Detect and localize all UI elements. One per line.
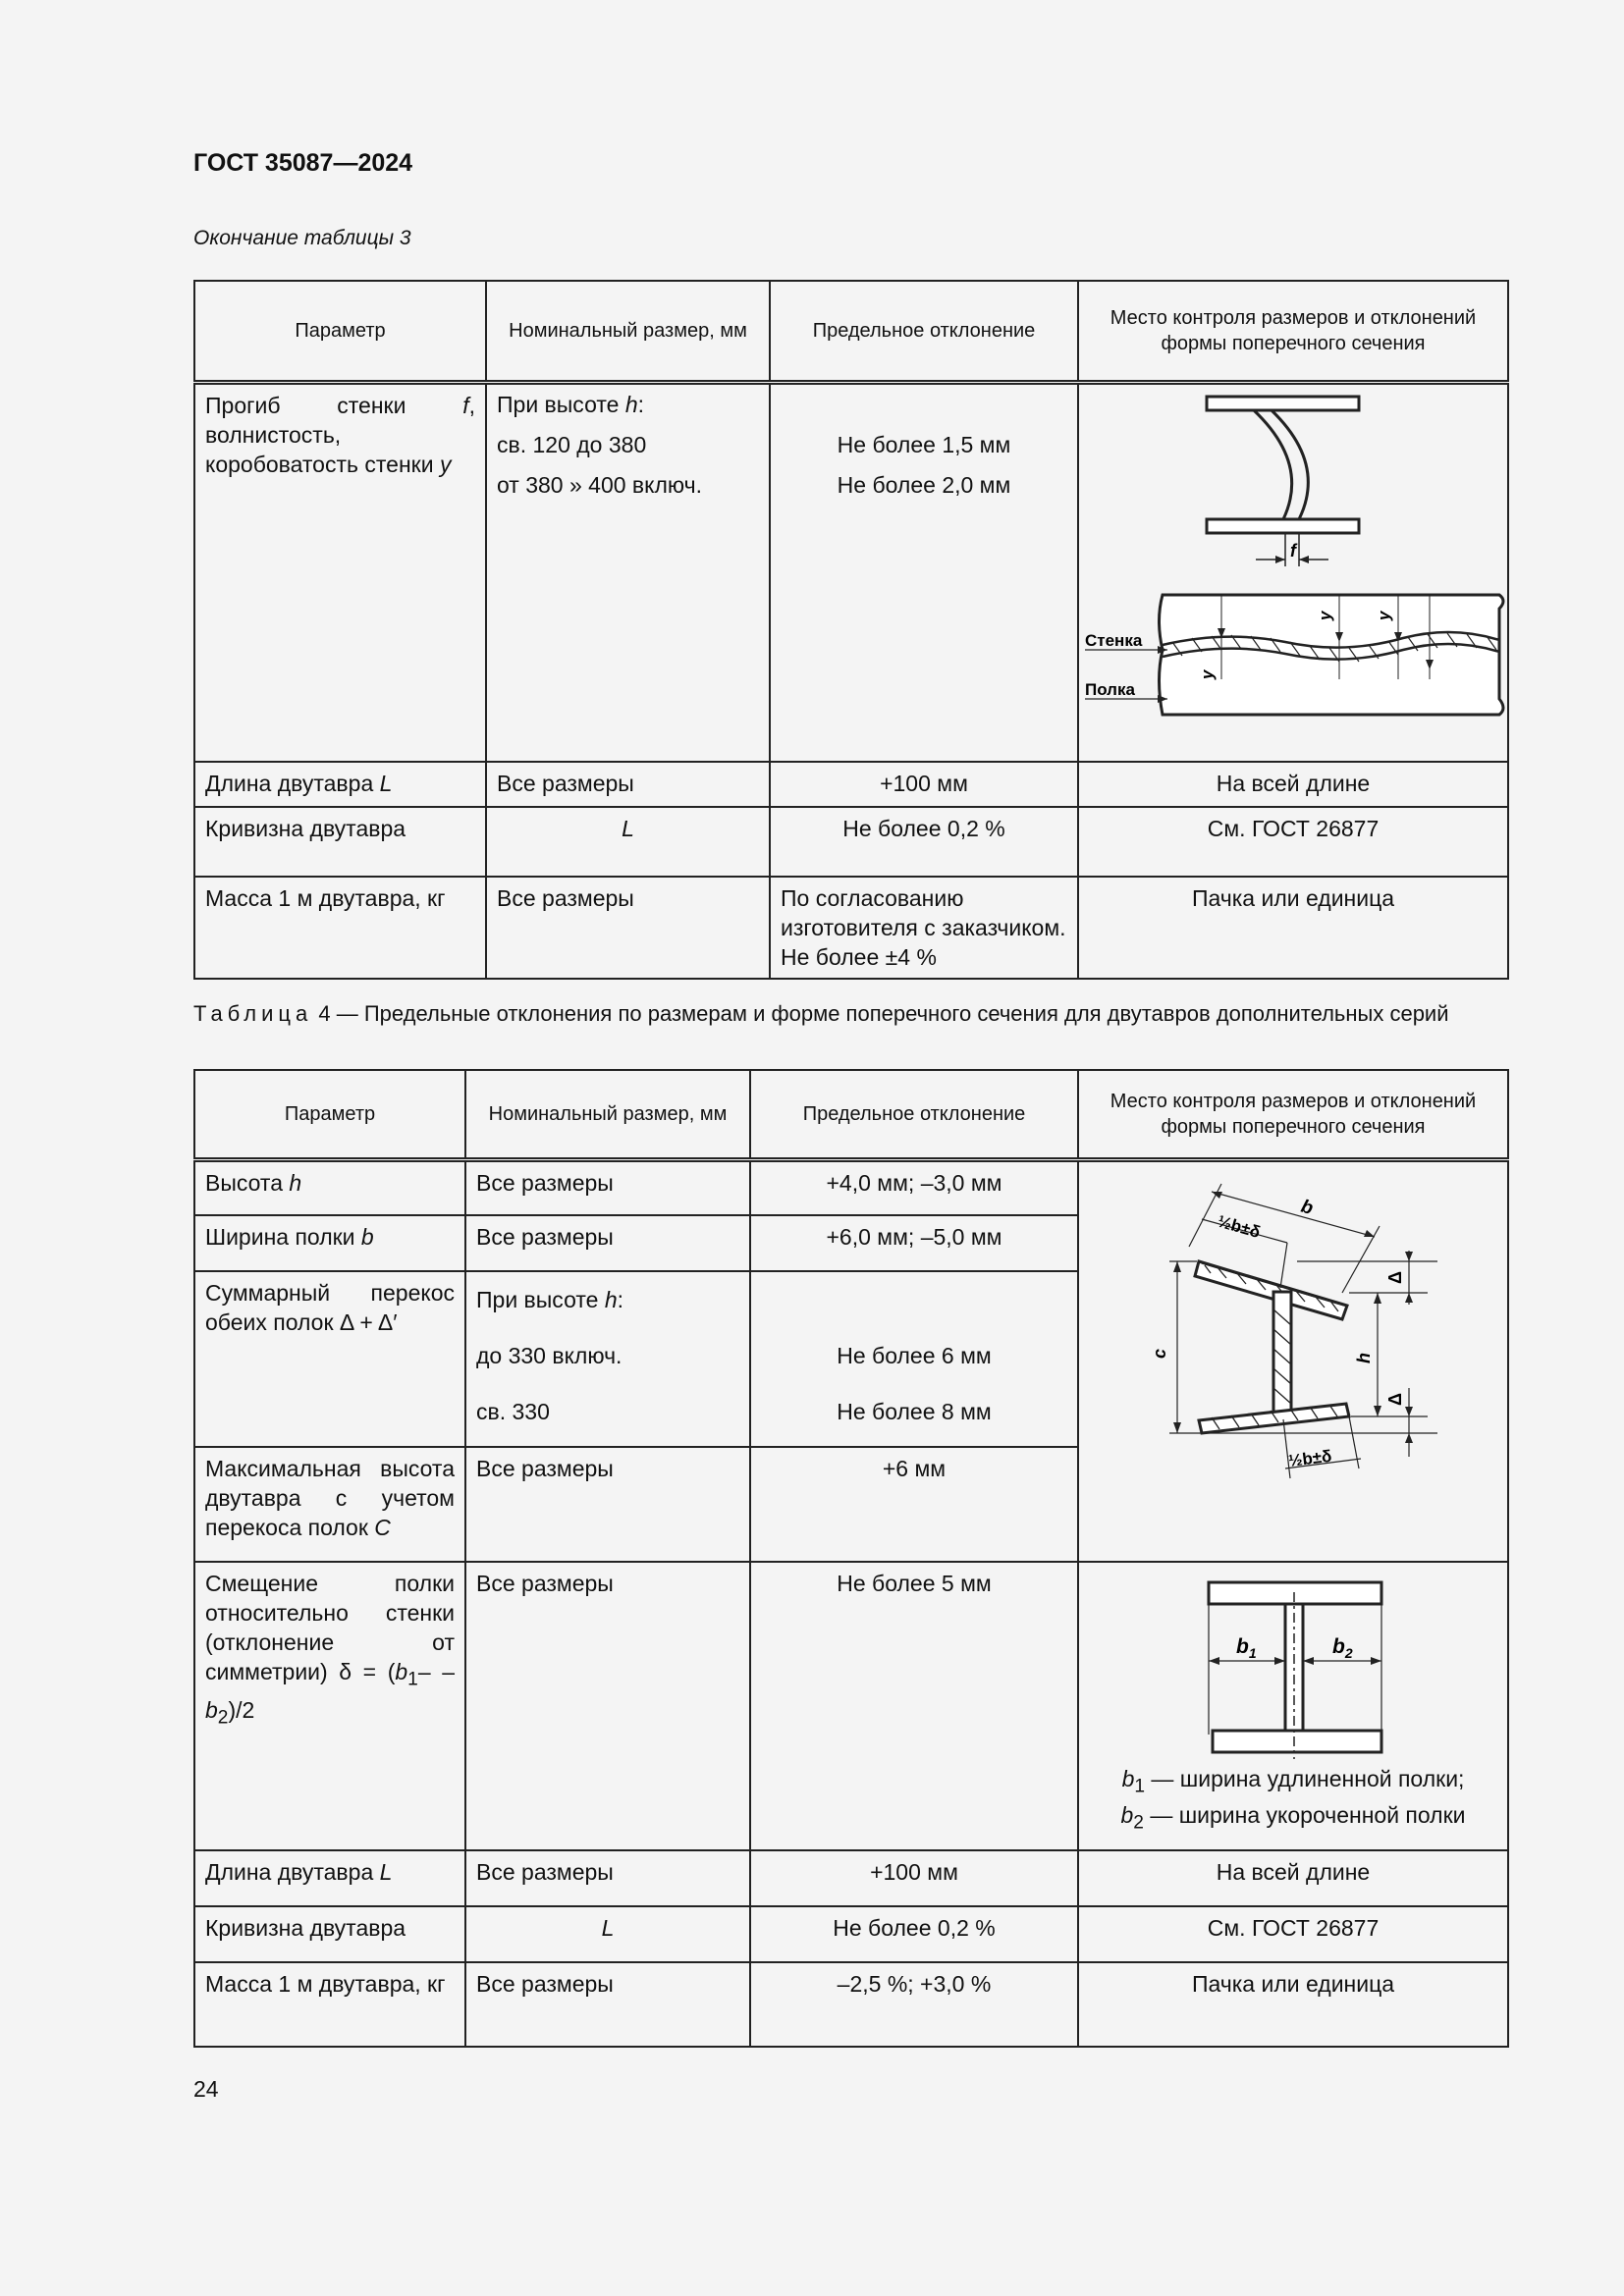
table-row: Высота h Все размеры +4,0 мм; –3,0 мм b ½b±δ c h Δ Δ ½b±δ — [194, 1159, 1508, 1215]
table-row: Масса 1 м двутавра, кг Все размеры По согласованию изготовителя с заказчиком. Не более ±4 % Пачка или единица — [194, 877, 1508, 979]
nominal-deflection: При высоте h: св. 120 до 380 от 380 » 400 включ. — [497, 391, 702, 498]
fig-label-half-b-bottom: ½b±δ — [1287, 1446, 1333, 1470]
fig-label-y3: y — [1375, 611, 1393, 620]
document-header: ГОСТ 35087—2024 — [193, 149, 413, 177]
fig-label-wall: Стенка — [1085, 630, 1143, 650]
fig-label-delta-top: Δ — [1385, 1270, 1405, 1284]
param-deflection: Прогиб стенки f, волнистость, коробоватость стенки y — [205, 392, 475, 477]
col-header-location: Место контроля размеров и отклонений формы поперечного сечения — [1078, 1070, 1508, 1159]
fig-label-y2: y — [1316, 611, 1334, 620]
table-row: Длина двутавра L Все размеры +100 мм На всей длине — [194, 762, 1508, 807]
fig-label-y1: y — [1198, 669, 1217, 679]
table-row: Масса 1 м двутавра, кг Все размеры –2,5 %; +3,0 % Пачка или единица — [194, 1962, 1508, 2047]
table-row: Максимальная высота двутавра с учетом перекоса полок C Все размеры +6 мм — [194, 1447, 1508, 1562]
table-row: Длина двутавра L Все размеры +100 мм На всей длине — [194, 1850, 1508, 1906]
col-header-param: Параметр — [194, 281, 486, 382]
table-continuation-label: Окончание таблицы 3 — [193, 227, 411, 249]
table-4 — [193, 1069, 1509, 2048]
fig-label-c: c — [1150, 1348, 1169, 1359]
fig-label-f: f — [1290, 540, 1296, 561]
flange-offset-figure — [1079, 1563, 1509, 1765]
table-row: Кривизна двутавра L Не более 0,2 % См. ГОСТ 26877 — [194, 807, 1508, 877]
fig-label-flange: Полка — [1085, 679, 1135, 699]
col-header-deviation: Предельное отклонение — [750, 1070, 1078, 1159]
fig-label-delta-bottom: Δ — [1385, 1392, 1405, 1406]
fig-label-h: h — [1354, 1352, 1374, 1363]
fig-label-b: b — [1298, 1196, 1316, 1219]
table-row: Кривизна двутавра L Не более 0,2 % См. ГОСТ 26877 — [194, 1906, 1508, 1962]
col-header-nominal: Номинальный размер, мм — [486, 281, 770, 382]
table-row — [194, 382, 1508, 762]
fig-label-b1: $b_1$ — [1236, 1635, 1257, 1661]
page-number: 24 — [193, 2076, 219, 2102]
deviation-deflection: Не более 1,5 мм Не более 2,0 мм — [837, 431, 1011, 498]
fig-label-b2: $b_2$ — [1332, 1635, 1353, 1661]
col-header-param: Параметр — [194, 1070, 465, 1159]
col-header-nominal: Номинальный размер, мм — [465, 1070, 750, 1159]
table-4-caption: Таблица 4 — Предельные отклонения по размерам и форме поперечного сечения для двутавров дополнительных серий — [193, 1001, 1449, 1026]
figure-legend: $b_1$ — ширина удлиненной полки; $b_2$ — ширина укороченной полки — [1120, 1766, 1466, 1834]
wall-deflection-figure — [1079, 385, 1509, 761]
fig-label-half-b-top: ½b±δ — [1215, 1211, 1263, 1242]
table-3 — [193, 280, 1509, 980]
flange-skew-figure — [1079, 1162, 1509, 1486]
col-header-deviation: Предельное отклонение — [770, 281, 1078, 382]
table-row: Суммарный перекос обеих полок Δ + Δ′ При высоте h: до 330 включ. св. 330 Не более 6 мм Не более 8 мм — [194, 1271, 1508, 1447]
col-header-location: Место контроля размеров и отклонений формы поперечного сечения — [1078, 281, 1508, 382]
table-row: Смещение полки относительно стенки (отклонение от симметрии) $\delta = (b_1- - b_2)/2$ Все размеры Не более 5 мм $b_1$ $b_2$ $b_1$ — ширина удлиненной полки; $b_2$ — ширина укороченной полки — [194, 1562, 1508, 1850]
table-row: Ширина полки b Все размеры +6,0 мм; –5,0 мм — [194, 1215, 1508, 1271]
